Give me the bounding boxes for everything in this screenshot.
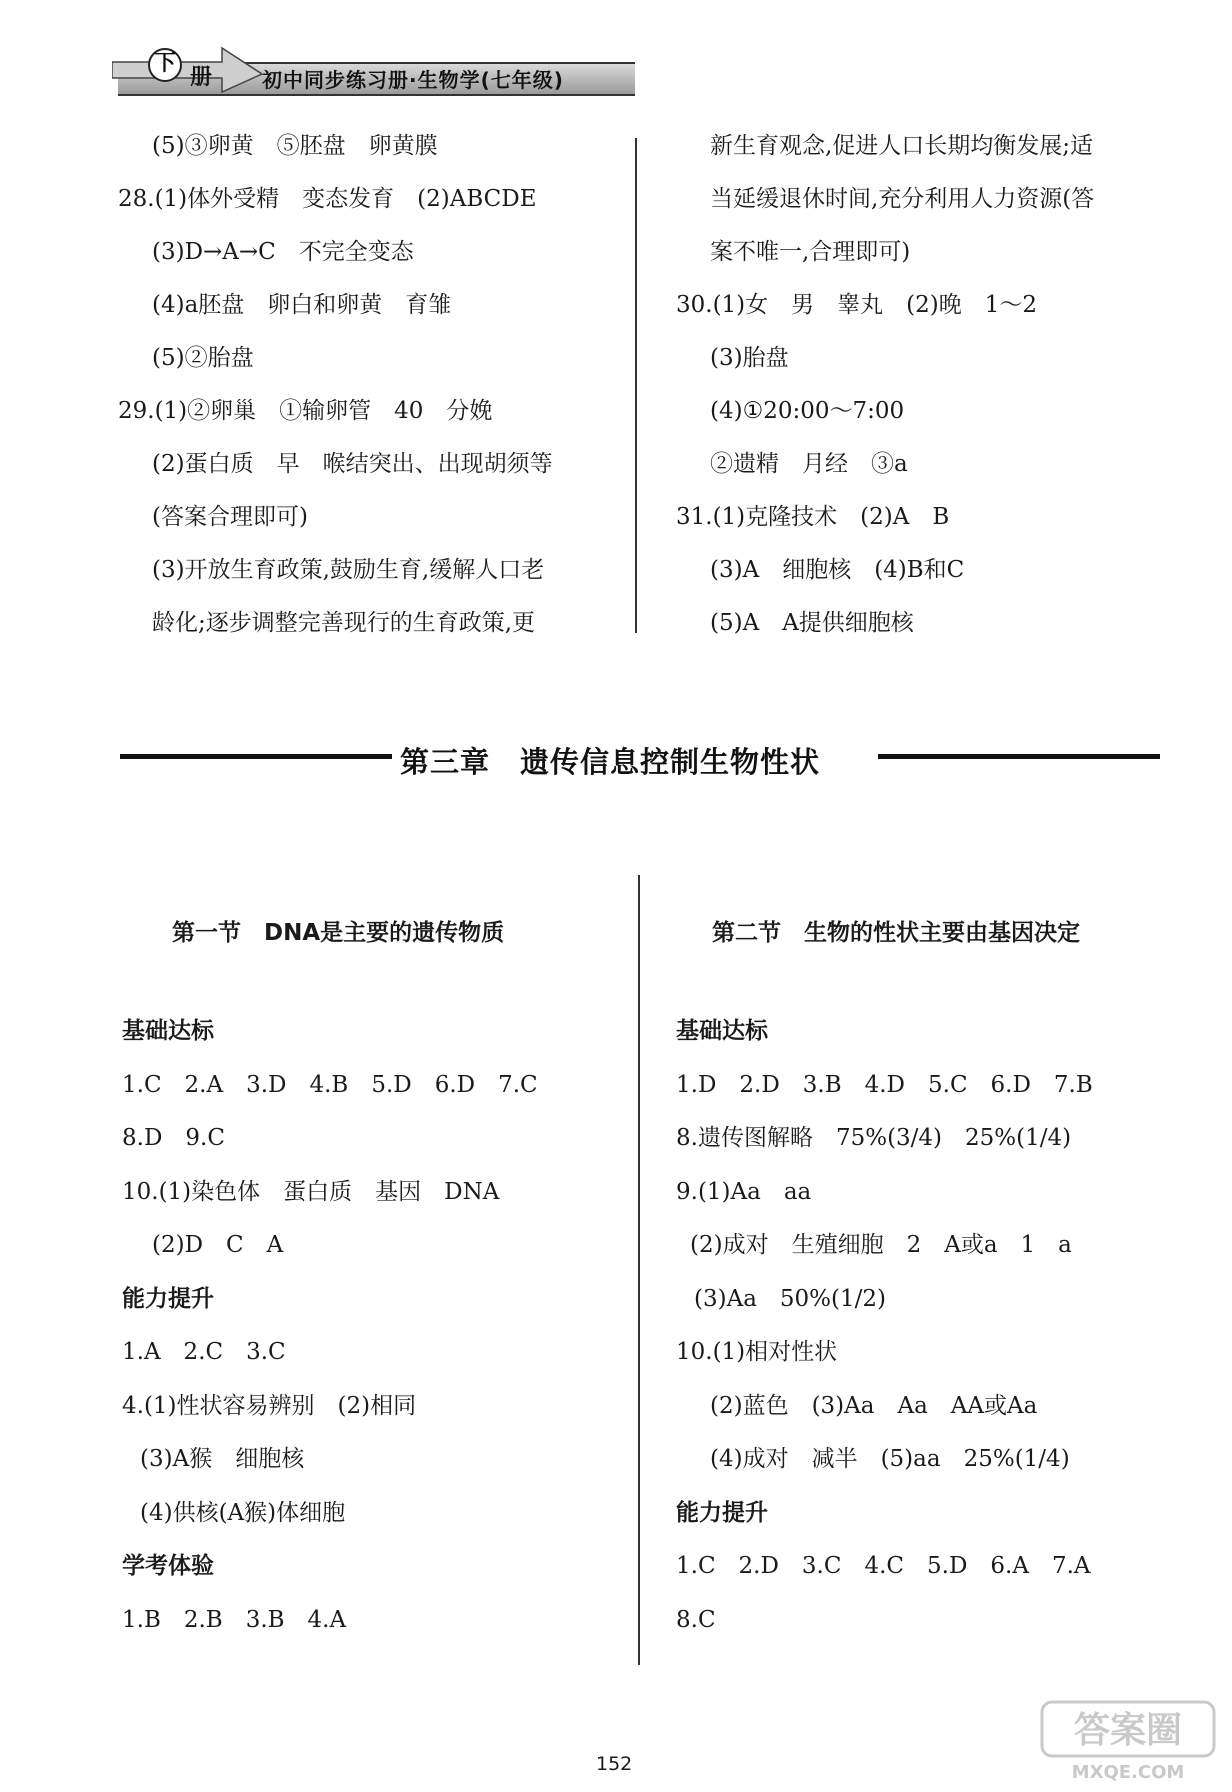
volume-badge-ce: 册	[189, 65, 212, 90]
chapter-title: 第三章 遗传信息控制生物性状	[400, 745, 821, 779]
answer-line: 30.(1)女 男 睾丸 (2)晚 1～2	[676, 292, 1038, 318]
answer-line: (4)供核(A猴)体细胞	[140, 1500, 346, 1526]
answer-line: 1.B 2.B 3.B 4.A	[122, 1607, 347, 1633]
volume-badge-xia: 下	[148, 48, 182, 82]
answer-line: 29.(1)②卵巢 ①输卵管 40 分娩	[118, 398, 493, 424]
answer-line: 新生育观念,促进人口长期均衡发展;适	[710, 133, 1094, 159]
subsection-heading: 能力提升	[122, 1286, 214, 1312]
answer-line: 当延缓退休时间,充分利用人力资源(答	[710, 186, 1095, 212]
answer-line: 8.遗传图解略 75%(3/4) 25%(1/4)	[676, 1125, 1072, 1151]
answer-line: (3)A 细胞核 (4)B和C	[710, 557, 965, 583]
answer-line: (3)开放生育政策,鼓励生育,缓解人口老	[152, 557, 545, 583]
answer-line: 案不唯一,合理即可)	[710, 239, 911, 265]
answer-line: (3)D→A→C 不完全变态	[152, 239, 414, 265]
answer-line: (3)胎盘	[710, 345, 789, 371]
top-column-divider	[635, 138, 637, 633]
answer-line: 9.(1)Aa aa	[676, 1179, 812, 1205]
watermark-logo-text: 答案圈	[1073, 1710, 1183, 1751]
page-number: 152	[596, 1753, 633, 1775]
answer-line: 28.(1)体外受精 变态发育 (2)ABCDE	[118, 186, 537, 212]
answer-line: 4.(1)性状容易辨别 (2)相同	[122, 1393, 417, 1419]
answer-line: (2)蛋白质 早 喉结突出、出现胡须等	[152, 451, 553, 477]
answer-line: (3)Aa 50%(1/2)	[694, 1286, 886, 1312]
answer-line: (5)②胎盘	[152, 345, 254, 371]
answer-line: (4)a胚盘 卵白和卵黄 育雏	[152, 292, 452, 318]
subsection-heading: 基础达标	[122, 1018, 214, 1044]
answer-line: (4)成对 减半 (5)aa 25%(1/4)	[710, 1446, 1070, 1472]
section2-title: 第二节 生物的性状主要由基因决定	[712, 920, 1080, 946]
answer-line: 1.D 2.D 3.B 4.D 5.C 6.D 7.B	[676, 1072, 1093, 1098]
answer-line: (5)③卵黄 ⑤胚盘 卵黄膜	[152, 133, 438, 159]
answer-line: (5)A A提供细胞核	[710, 610, 914, 636]
book-title: 初中同步练习册·生物学(七年级)	[262, 68, 564, 92]
answer-line: 31.(1)克隆技术 (2)A B	[676, 504, 950, 530]
answer-line: 8.C	[676, 1607, 716, 1633]
chapter-rule-left	[120, 754, 392, 759]
answer-line: (答案合理即可)	[152, 504, 308, 530]
answer-line: 1.A 2.C 3.C	[122, 1339, 286, 1365]
answer-line: (4)①20:00～7:00	[710, 398, 905, 424]
subsection-heading: 能力提升	[676, 1500, 768, 1526]
chapter-rule-right	[878, 754, 1160, 759]
answer-line: 1.C 2.A 3.D 4.B 5.D 6.D 7.C	[122, 1072, 538, 1098]
answer-line: 10.(1)染色体 蛋白质 基因 DNA	[122, 1179, 500, 1205]
answer-line: (2)D C A	[152, 1232, 284, 1258]
answer-line: 1.C 2.D 3.C 4.C 5.D 6.A 7.A	[676, 1553, 1091, 1579]
answer-line: (2)成对 生殖细胞 2 A或a 1 a	[690, 1232, 1072, 1258]
section1-title: 第一节 DNA是主要的遗传物质	[172, 920, 505, 946]
answer-line: (2)蓝色 (3)Aa Aa AA或Aa	[710, 1393, 1038, 1419]
answer-line: 10.(1)相对性状	[676, 1339, 838, 1365]
answer-line: 龄化;逐步调整完善现行的生育政策,更	[152, 610, 536, 636]
subsection-heading: 学考体验	[122, 1553, 214, 1579]
answer-line: 8.D 9.C	[122, 1125, 225, 1151]
watermark-text: MXQE.COM	[1071, 1762, 1185, 1783]
answer-line: ②遗精 月经 ③a	[710, 451, 908, 477]
watermark-logo	[1040, 1700, 1216, 1784]
section-column-divider	[638, 875, 640, 1665]
answer-line: (3)A猴 细胞核	[140, 1446, 305, 1472]
subsection-heading: 基础达标	[676, 1018, 768, 1044]
